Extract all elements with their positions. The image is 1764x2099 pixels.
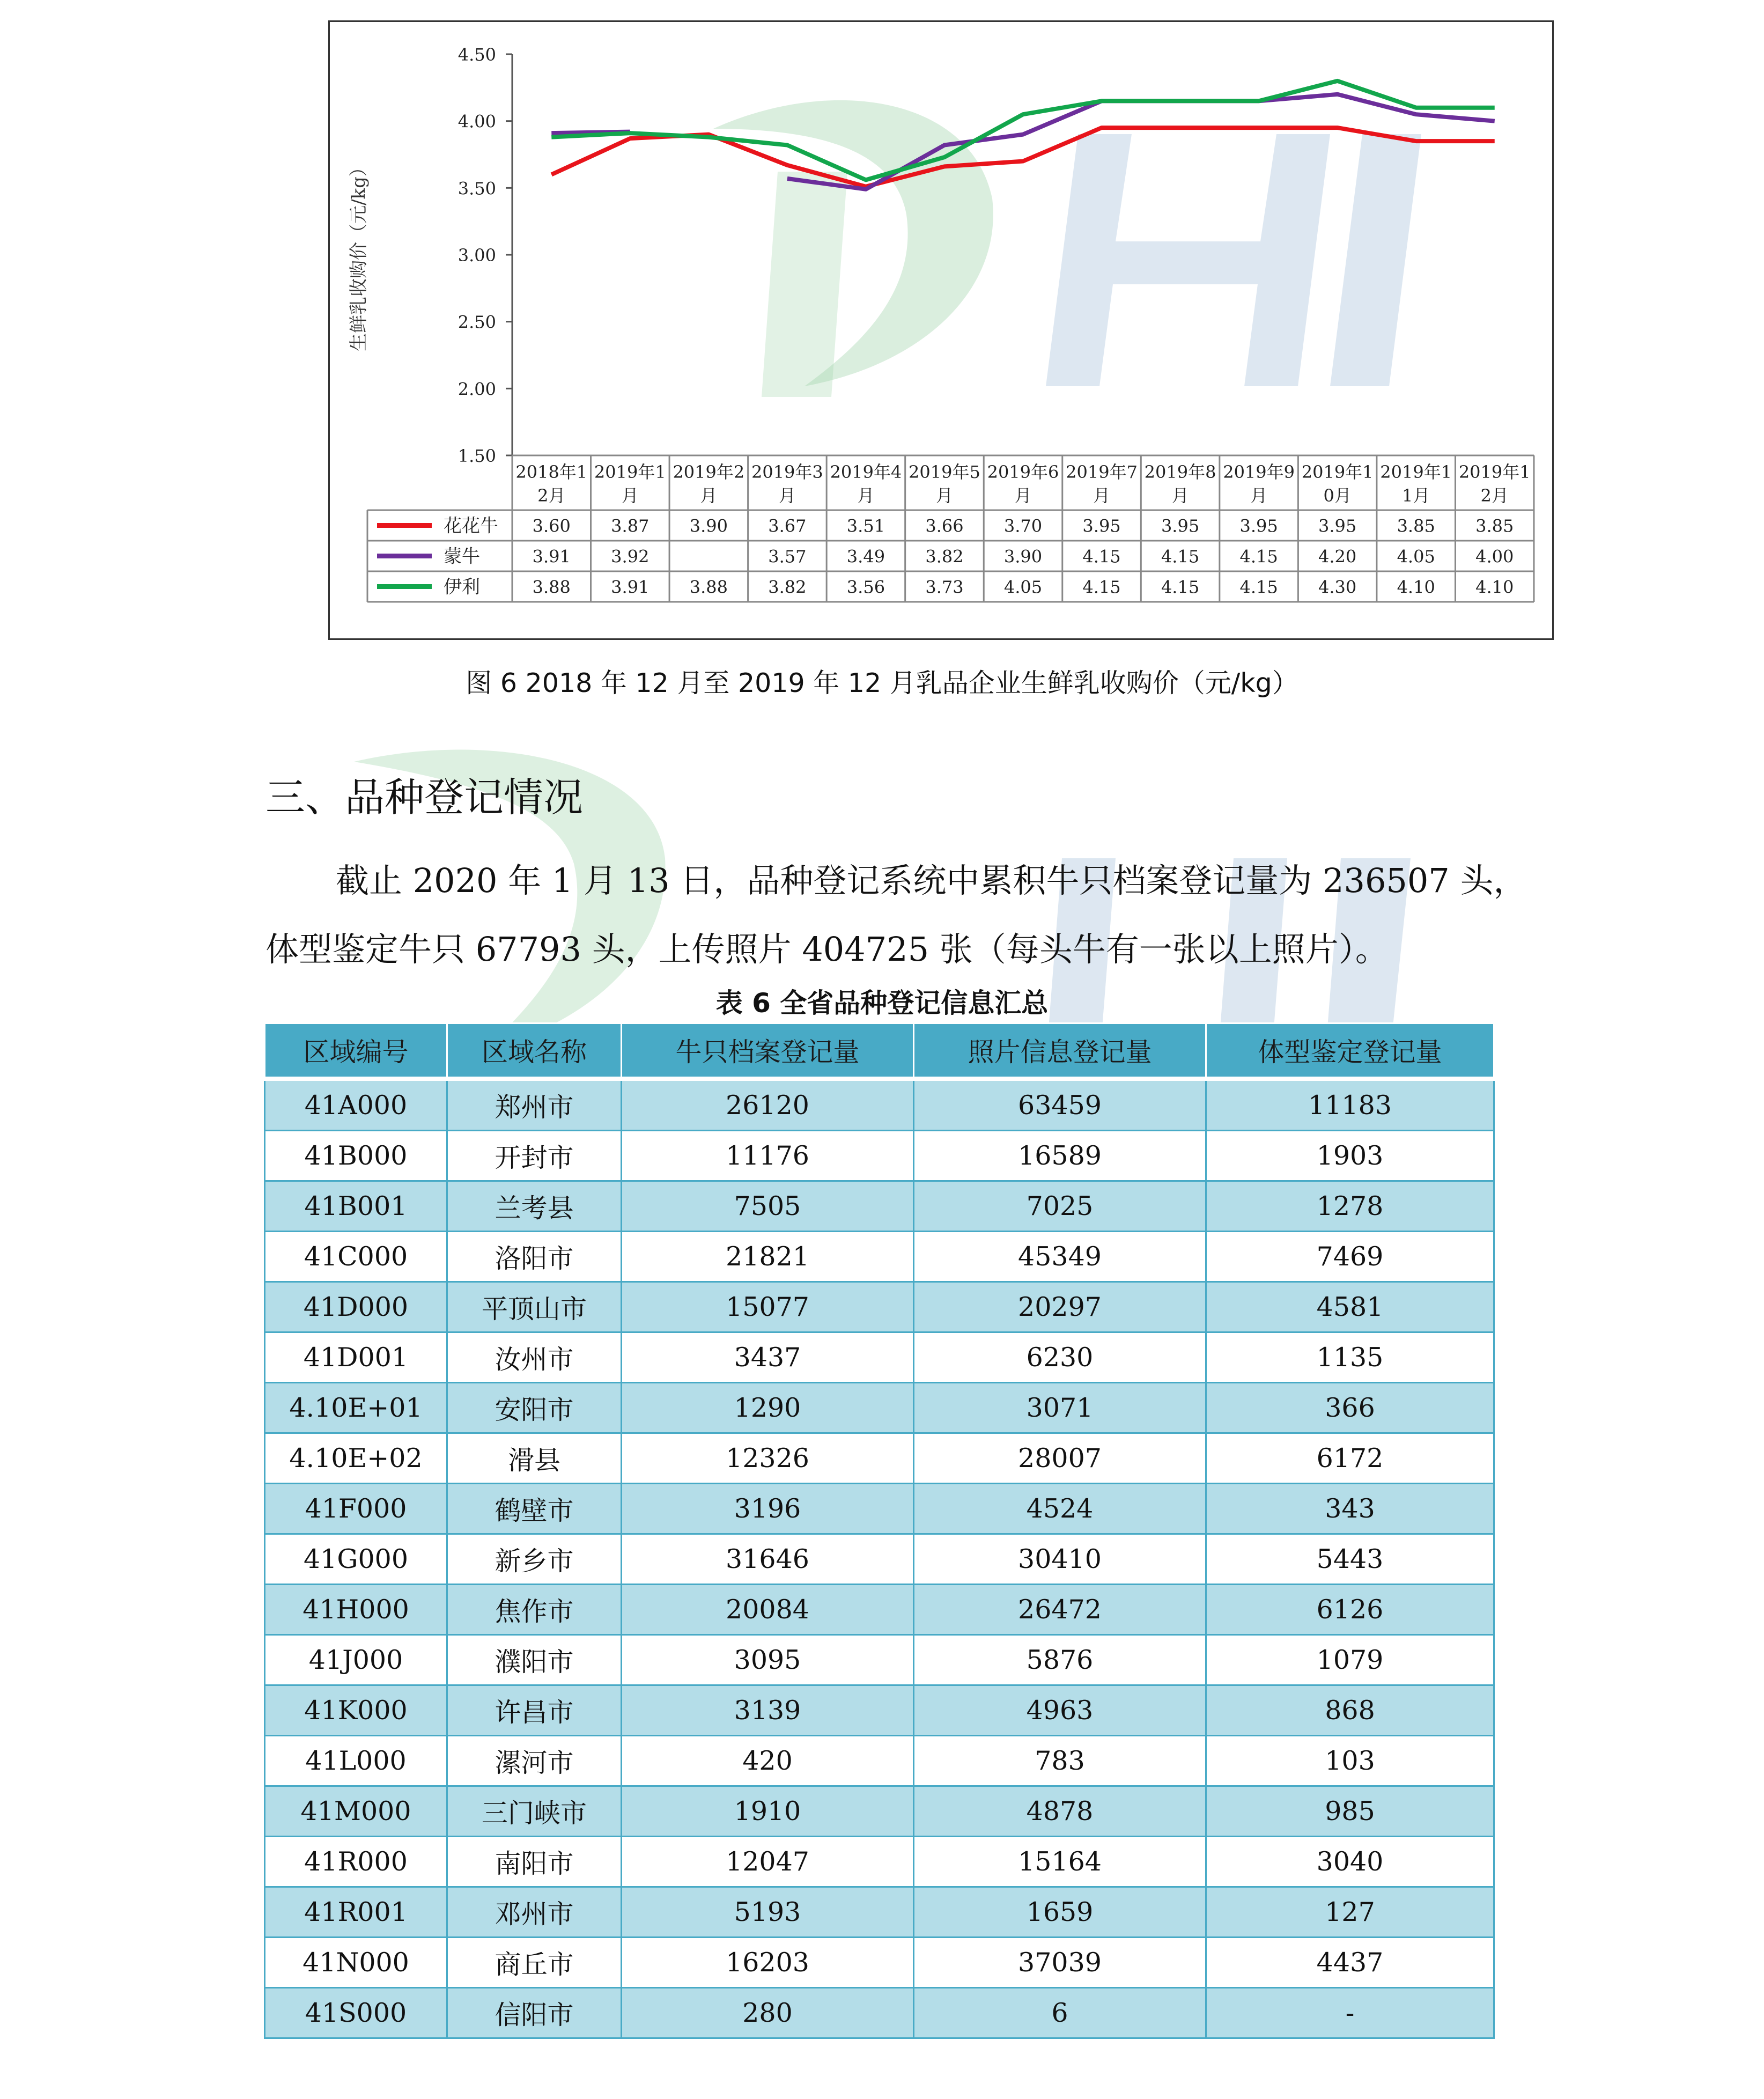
data-label: 4.15	[1161, 546, 1200, 567]
y-tick-label: 4.00	[457, 111, 496, 132]
y-tick-label: 1.50	[457, 446, 496, 466]
data-label: 3.57	[768, 546, 807, 567]
x-category-label: 月	[857, 485, 875, 506]
data-label: 3.73	[925, 577, 964, 598]
cell-conformation-count: 343	[1206, 1484, 1494, 1534]
data-label: 3.87	[611, 515, 649, 536]
cell-region-name: 鹤壁市	[447, 1484, 622, 1534]
table-row	[265, 1685, 1494, 1736]
data-label: 3.85	[1475, 515, 1514, 536]
figure-caption: 图 6 2018 年 12 月至 2019 年 12 月乳品企业生鲜乳收购价（元/kg）	[466, 668, 1298, 698]
table-row	[265, 1988, 1494, 2038]
cell-photo-count: 28007	[914, 1433, 1206, 1484]
data-label: 4.15	[1082, 577, 1121, 598]
x-category-label: 月	[700, 485, 718, 506]
table-row	[265, 1079, 1494, 1131]
cell-archive-count: 31646	[622, 1534, 914, 1585]
table-row	[265, 1534, 1494, 1585]
cell-conformation-count: 1903	[1206, 1131, 1494, 1181]
data-label: 3.85	[1397, 515, 1435, 536]
cell-conformation-count: 7469	[1206, 1232, 1494, 1282]
data-label: 3.95	[1161, 515, 1200, 536]
cell-region-code: 41J000	[265, 1635, 447, 1685]
header-region-name: 区域名称	[447, 1023, 622, 1079]
price-line-chart	[330, 22, 1555, 642]
cell-region-name: 新乡市	[447, 1534, 622, 1585]
table-row	[265, 1736, 1494, 1786]
cell-region-code: 41L000	[265, 1736, 447, 1786]
cell-photo-count: 3071	[914, 1383, 1206, 1433]
cell-region-name: 许昌市	[447, 1685, 622, 1736]
cell-region-name: 兰考县	[447, 1181, 622, 1232]
cell-region-code: 41D000	[265, 1282, 447, 1332]
x-category-label: 2019年1	[1301, 462, 1374, 482]
cell-archive-count: 1290	[622, 1383, 914, 1433]
x-category-label: 2019年1	[594, 462, 666, 482]
cell-region-name: 濮阳市	[447, 1635, 622, 1685]
cell-region-name: 郑州市	[447, 1079, 622, 1131]
registration-table	[264, 1022, 1495, 2039]
cell-photo-count: 45349	[914, 1232, 1206, 1282]
data-label: 3.66	[925, 515, 964, 536]
data-label: 4.10	[1475, 577, 1514, 598]
cell-region-name: 安阳市	[447, 1383, 622, 1433]
x-category-label: 2019年4	[830, 462, 902, 482]
x-category-label: 2019年3	[751, 462, 823, 482]
cell-conformation-count: 366	[1206, 1383, 1494, 1433]
cell-archive-count: 26120	[622, 1079, 914, 1131]
cell-archive-count: 3437	[622, 1332, 914, 1383]
cell-conformation-count: 6172	[1206, 1433, 1494, 1484]
data-label: 3.82	[768, 577, 807, 598]
table-row	[265, 1887, 1494, 1938]
data-label: 4.05	[1003, 577, 1043, 598]
cell-conformation-count: 1079	[1206, 1635, 1494, 1685]
data-label: 3.49	[846, 546, 885, 567]
cell-archive-count: 280	[622, 1988, 914, 2038]
x-category-label: 2019年1	[1380, 462, 1452, 482]
data-label: 3.88	[689, 577, 728, 598]
data-label: 3.90	[1003, 546, 1043, 567]
legend-label: 蒙牛	[444, 546, 480, 568]
x-category-label: 1月	[1402, 485, 1430, 506]
data-label: 3.60	[532, 515, 571, 536]
table-row	[265, 1484, 1494, 1534]
table-row	[265, 1383, 1494, 1433]
cell-photo-count: 63459	[914, 1079, 1206, 1131]
cell-region-name: 焦作市	[447, 1585, 622, 1635]
data-label: 3.95	[1239, 515, 1278, 536]
y-axis-title: 生鲜乳收购价（元/kg）	[348, 158, 370, 351]
cell-photo-count: 4963	[914, 1685, 1206, 1736]
cell-photo-count: 4524	[914, 1484, 1206, 1534]
cell-region-code: 41C000	[265, 1232, 447, 1282]
cell-conformation-count: 985	[1206, 1786, 1494, 1837]
cell-archive-count: 21821	[622, 1232, 914, 1282]
data-label: 3.82	[925, 546, 964, 567]
cell-conformation-count: 6126	[1206, 1585, 1494, 1635]
x-category-label: 2月	[537, 485, 566, 506]
x-category-label: 月	[1250, 485, 1268, 506]
data-label: 3.67	[768, 515, 807, 536]
x-category-label: 2019年1	[1458, 462, 1531, 482]
x-category-label: 2019年8	[1144, 462, 1216, 482]
x-category-label: 2019年5	[909, 462, 980, 482]
cell-region-code: 41R000	[265, 1837, 447, 1887]
cell-region-name: 洛阳市	[447, 1232, 622, 1282]
cell-region-code: 41N000	[265, 1938, 447, 1988]
table-row	[265, 1433, 1494, 1484]
x-category-label: 月	[1014, 485, 1032, 506]
data-label: 3.91	[532, 546, 571, 567]
cell-archive-count: 420	[622, 1736, 914, 1786]
cell-region-code: 41G000	[265, 1534, 447, 1585]
cell-region-code: 4.10E+02	[265, 1433, 447, 1484]
cell-archive-count: 5193	[622, 1887, 914, 1938]
header-conformation-count: 体型鉴定登记量	[1206, 1023, 1494, 1079]
cell-conformation-count: 4437	[1206, 1938, 1494, 1988]
legend-label: 伊利	[444, 576, 480, 598]
cell-photo-count: 16589	[914, 1131, 1206, 1181]
cell-region-code: 41H000	[265, 1585, 447, 1635]
cell-conformation-count: 868	[1206, 1685, 1494, 1736]
cell-region-name: 商丘市	[447, 1938, 622, 1988]
data-label: 3.56	[846, 577, 885, 598]
cell-region-code: 41B000	[265, 1131, 447, 1181]
cell-region-name: 南阳市	[447, 1837, 622, 1887]
cell-photo-count: 5876	[914, 1635, 1206, 1685]
table-row	[265, 1635, 1494, 1685]
cell-region-code: 41M000	[265, 1786, 447, 1837]
cell-region-name: 信阳市	[447, 1988, 622, 2038]
data-label: 3.91	[611, 577, 649, 598]
x-category-label: 2月	[1480, 485, 1509, 506]
x-category-label: 月	[778, 485, 796, 506]
data-label: 4.00	[1475, 546, 1514, 567]
cell-conformation-count: 1135	[1206, 1332, 1494, 1383]
header-archive-count: 牛只档案登记量	[622, 1023, 914, 1079]
cell-photo-count: 6	[914, 1988, 1206, 2038]
cell-conformation-count: 1278	[1206, 1181, 1494, 1232]
cell-region-name: 开封市	[447, 1131, 622, 1181]
cell-region-code: 41R001	[265, 1887, 447, 1938]
cell-archive-count: 15077	[622, 1282, 914, 1332]
table-title: 表 6 全省品种登记信息汇总	[715, 988, 1049, 1019]
table-row	[265, 1232, 1494, 1282]
cell-photo-count: 37039	[914, 1938, 1206, 1988]
cell-photo-count: 7025	[914, 1181, 1206, 1232]
cell-photo-count: 783	[914, 1736, 1206, 1786]
table-row	[265, 1585, 1494, 1635]
data-label: 4.15	[1239, 577, 1278, 598]
cell-conformation-count: 4581	[1206, 1282, 1494, 1332]
x-category-label: 2019年7	[1066, 462, 1138, 482]
cell-conformation-count: 103	[1206, 1736, 1494, 1786]
x-category-label: 2019年9	[1223, 462, 1295, 482]
data-label: 4.05	[1397, 546, 1435, 567]
cell-archive-count: 11176	[622, 1131, 914, 1181]
cell-photo-count: 26472	[914, 1585, 1206, 1635]
cell-region-code: 4.10E+01	[265, 1383, 447, 1433]
table-row	[265, 1282, 1494, 1332]
table-row	[265, 1131, 1494, 1181]
paragraph-line-2: 体型鉴定牛只 67793 头，上传照片 404725 张（每头牛有一张以上照片）。	[265, 930, 1389, 969]
table-row	[265, 1786, 1494, 1837]
data-label: 4.10	[1397, 577, 1435, 598]
y-tick-label: 3.00	[457, 245, 496, 266]
data-label: 4.15	[1239, 546, 1278, 567]
series-line	[787, 94, 1495, 189]
cell-photo-count: 15164	[914, 1837, 1206, 1887]
cell-archive-count: 3095	[622, 1635, 914, 1685]
cell-archive-count: 3139	[622, 1685, 914, 1736]
y-tick-label: 4.50	[457, 45, 496, 65]
y-tick-label: 2.50	[457, 312, 496, 333]
data-label: 3.92	[611, 546, 649, 567]
cell-archive-count: 3196	[622, 1484, 914, 1534]
cell-region-code: 41D001	[265, 1332, 447, 1383]
table-body	[265, 1079, 1494, 2038]
legend-label: 花花牛	[444, 515, 498, 537]
section-heading: 三、品种登记情况	[265, 775, 583, 821]
x-category-label: 2019年6	[987, 462, 1059, 482]
data-label: 3.70	[1003, 515, 1043, 536]
cell-photo-count: 6230	[914, 1332, 1206, 1383]
cell-region-name: 漯河市	[447, 1736, 622, 1786]
data-label: 4.15	[1082, 546, 1121, 567]
cell-conformation-count: -	[1206, 1988, 1494, 2038]
data-label: 3.88	[532, 577, 571, 598]
x-category-label: 月	[621, 485, 639, 506]
table-row	[265, 1837, 1494, 1887]
x-category-label: 2018年1	[515, 462, 588, 482]
cell-region-code: 41K000	[265, 1685, 447, 1736]
table-row	[265, 1181, 1494, 1232]
x-category-label: 月	[935, 485, 953, 506]
cell-conformation-count: 11183	[1206, 1079, 1494, 1131]
x-category-label: 0月	[1323, 485, 1352, 506]
cell-photo-count: 4878	[914, 1786, 1206, 1837]
table-row	[265, 1938, 1494, 1988]
cell-photo-count: 30410	[914, 1534, 1206, 1585]
data-label: 4.30	[1318, 577, 1357, 598]
cell-region-name: 三门峡市	[447, 1786, 622, 1837]
cell-region-code: 41B001	[265, 1181, 447, 1232]
data-label: 3.51	[846, 515, 885, 536]
cell-archive-count: 7505	[622, 1181, 914, 1232]
x-category-label: 2019年2	[673, 462, 745, 482]
cell-photo-count: 1659	[914, 1887, 1206, 1938]
cell-region-code: 41A000	[265, 1079, 447, 1131]
header-photo-count: 照片信息登记量	[914, 1023, 1206, 1079]
data-label: 4.15	[1161, 577, 1200, 598]
cell-region-name: 滑县	[447, 1433, 622, 1484]
x-category-label: 月	[1171, 485, 1189, 506]
cell-conformation-count: 3040	[1206, 1837, 1494, 1887]
paragraph-line-1: 截止 2020 年 1 月 13 日，品种登记系统中累积牛只档案登记量为 236507 头，	[336, 861, 1527, 900]
y-tick-label: 3.50	[457, 178, 496, 199]
cell-archive-count: 20084	[622, 1585, 914, 1635]
cell-archive-count: 1910	[622, 1786, 914, 1837]
header-region-code: 区域编号	[265, 1023, 447, 1079]
table-row	[265, 1332, 1494, 1383]
cell-photo-count: 20297	[914, 1282, 1206, 1332]
cell-region-code: 41F000	[265, 1484, 447, 1534]
cell-archive-count: 16203	[622, 1938, 914, 1988]
cell-archive-count: 12047	[622, 1837, 914, 1887]
data-label: 3.95	[1082, 515, 1121, 536]
price-chart-figure	[328, 20, 1554, 640]
cell-region-name: 平顶山市	[447, 1282, 622, 1332]
table-header-row	[265, 1023, 1494, 1079]
cell-region-name: 邓州市	[447, 1887, 622, 1938]
cell-region-code: 41S000	[265, 1988, 447, 2038]
data-label: 3.95	[1318, 515, 1357, 536]
data-label: 4.20	[1318, 546, 1357, 567]
cell-region-name: 汝州市	[447, 1332, 622, 1383]
data-label: 3.90	[689, 515, 728, 536]
cell-conformation-count: 127	[1206, 1887, 1494, 1938]
y-tick-label: 2.00	[457, 379, 496, 400]
cell-archive-count: 12326	[622, 1433, 914, 1484]
x-category-label: 月	[1093, 485, 1111, 506]
cell-conformation-count: 5443	[1206, 1534, 1494, 1585]
